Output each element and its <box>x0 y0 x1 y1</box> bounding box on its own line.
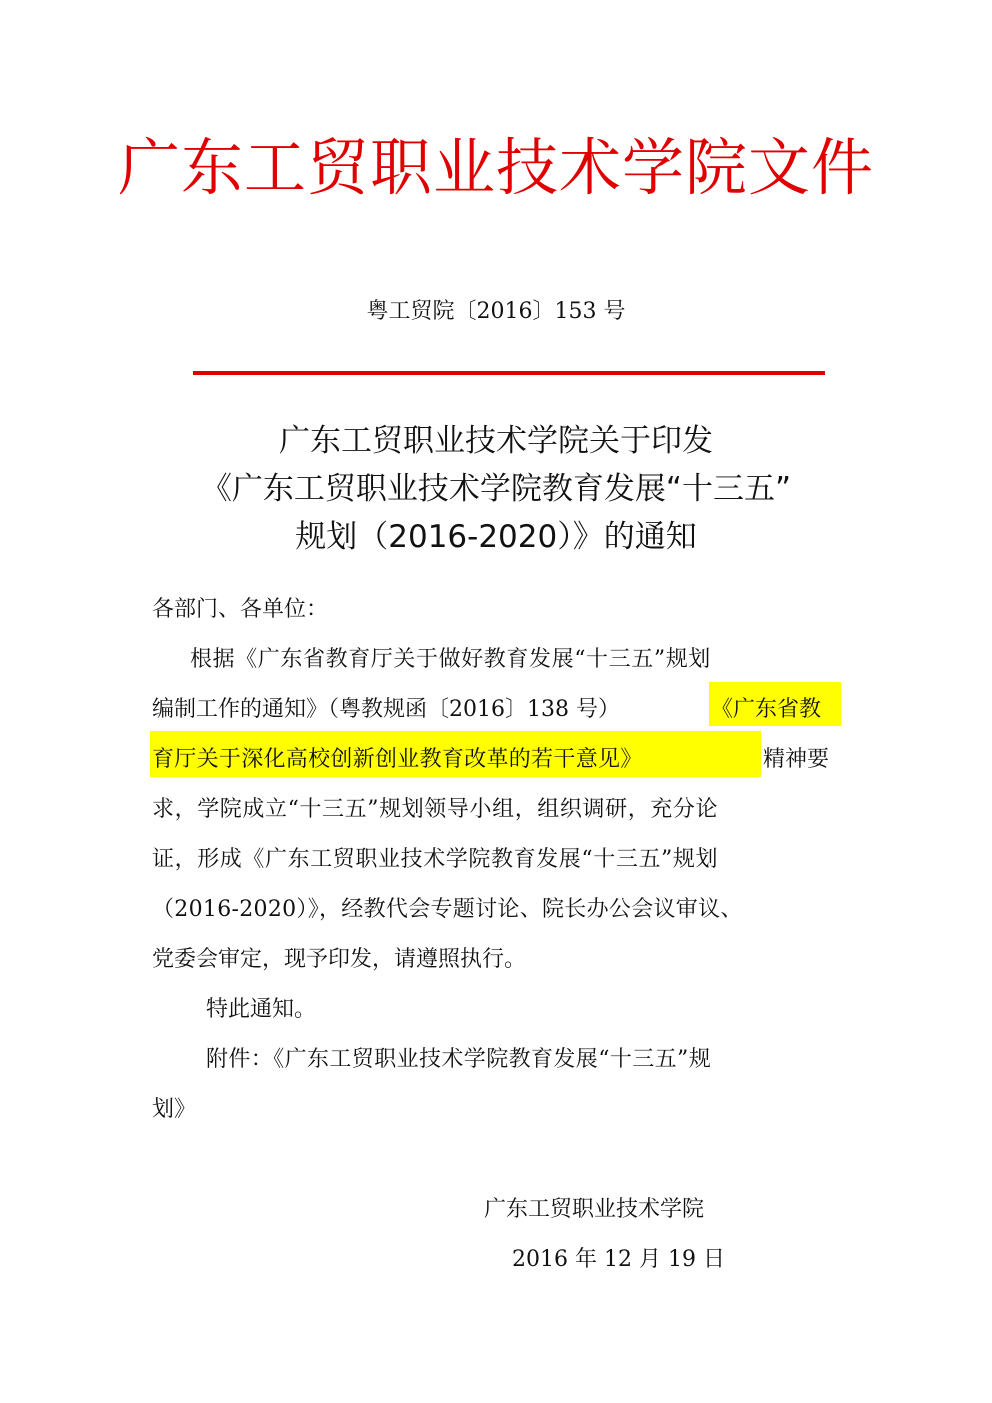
body-line-3-highlighted <box>152 741 643 779</box>
closing-remark: 特此通知。 <box>206 997 317 1022</box>
body-line-7: 党委会审定，现予印发，请遵照执行。 <box>152 947 527 972</box>
body-line-2-highlighted <box>711 691 821 729</box>
body-line-4: 求，学院成立“十三五”规划领导小组，组织调研，充分论 <box>152 797 719 822</box>
body-line-5: 证，形成《广东工贸职业技术学院教育发展“十三五”规划 <box>152 847 719 872</box>
body-line-1: 根据《广东省教育厅关于做好教育发展“十三五”规划 <box>190 647 711 672</box>
attachment-line-1: 附件：《广东工贸职业技术学院教育发展“十三五”规 <box>206 1047 712 1072</box>
red-separator-rule <box>193 371 825 375</box>
title-line-1: 广东工贸职业技术学院关于印发 <box>279 423 713 459</box>
body-line-2 <box>152 691 620 729</box>
highlighted-text-1: 《广东省教 <box>711 697 822 722</box>
body-line-3-text: 精神要 <box>763 747 830 772</box>
body-line-2-text: 编制工作的通知》（粤教规函〔2016〕138 号） <box>152 697 620 722</box>
highlighted-text-2: 育厅关于深化高校创新创业教育改革的若干意见》 <box>152 747 643 772</box>
attachment-line-2: 划》 <box>152 1097 197 1122</box>
title-line-3: 规划（2016-2020）》的通知 <box>295 519 697 555</box>
salutation: 各部门、各单位： <box>152 597 329 622</box>
body-line-3 <box>763 741 829 779</box>
document-number: 粤工贸院〔2016〕153 号 <box>366 299 626 324</box>
body-line-6: （2016-2020）》，经教代会专题讨论、院长办公会议审议、 <box>152 897 743 922</box>
signature-organization: 广东工贸职业技术学院 <box>484 1197 705 1222</box>
document-masthead: 广东工贸职业技术学院文件 <box>117 131 874 204</box>
title-line-2: 《广东工贸职业技术学院教育发展“十三五” <box>200 471 792 507</box>
signature-date: 2016 年 12 月 19 日 <box>512 1247 725 1272</box>
